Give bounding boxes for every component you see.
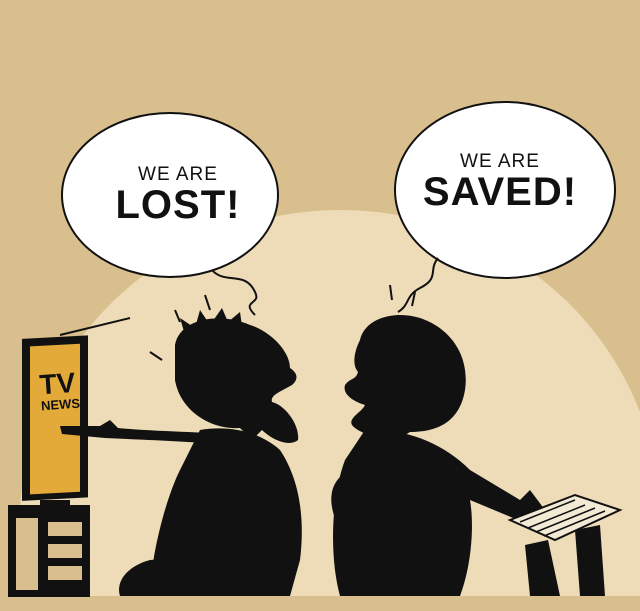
right-bubble-line2: SAVED! [422,170,578,214]
tv-label [38,366,81,414]
left-bubble-line2: LOST! [115,183,241,227]
floor [0,596,640,611]
tv-cabinet [8,505,90,597]
left-bubble-line1: WE ARE [138,164,218,185]
right-bubble-text [420,152,580,213]
tv-label-line2: NEWS [40,395,81,414]
tv-label-line1: TV [38,366,77,401]
tv-set [22,335,88,510]
right-bubble-line1: WE ARE [460,151,540,172]
left-bubble-text [98,165,258,226]
